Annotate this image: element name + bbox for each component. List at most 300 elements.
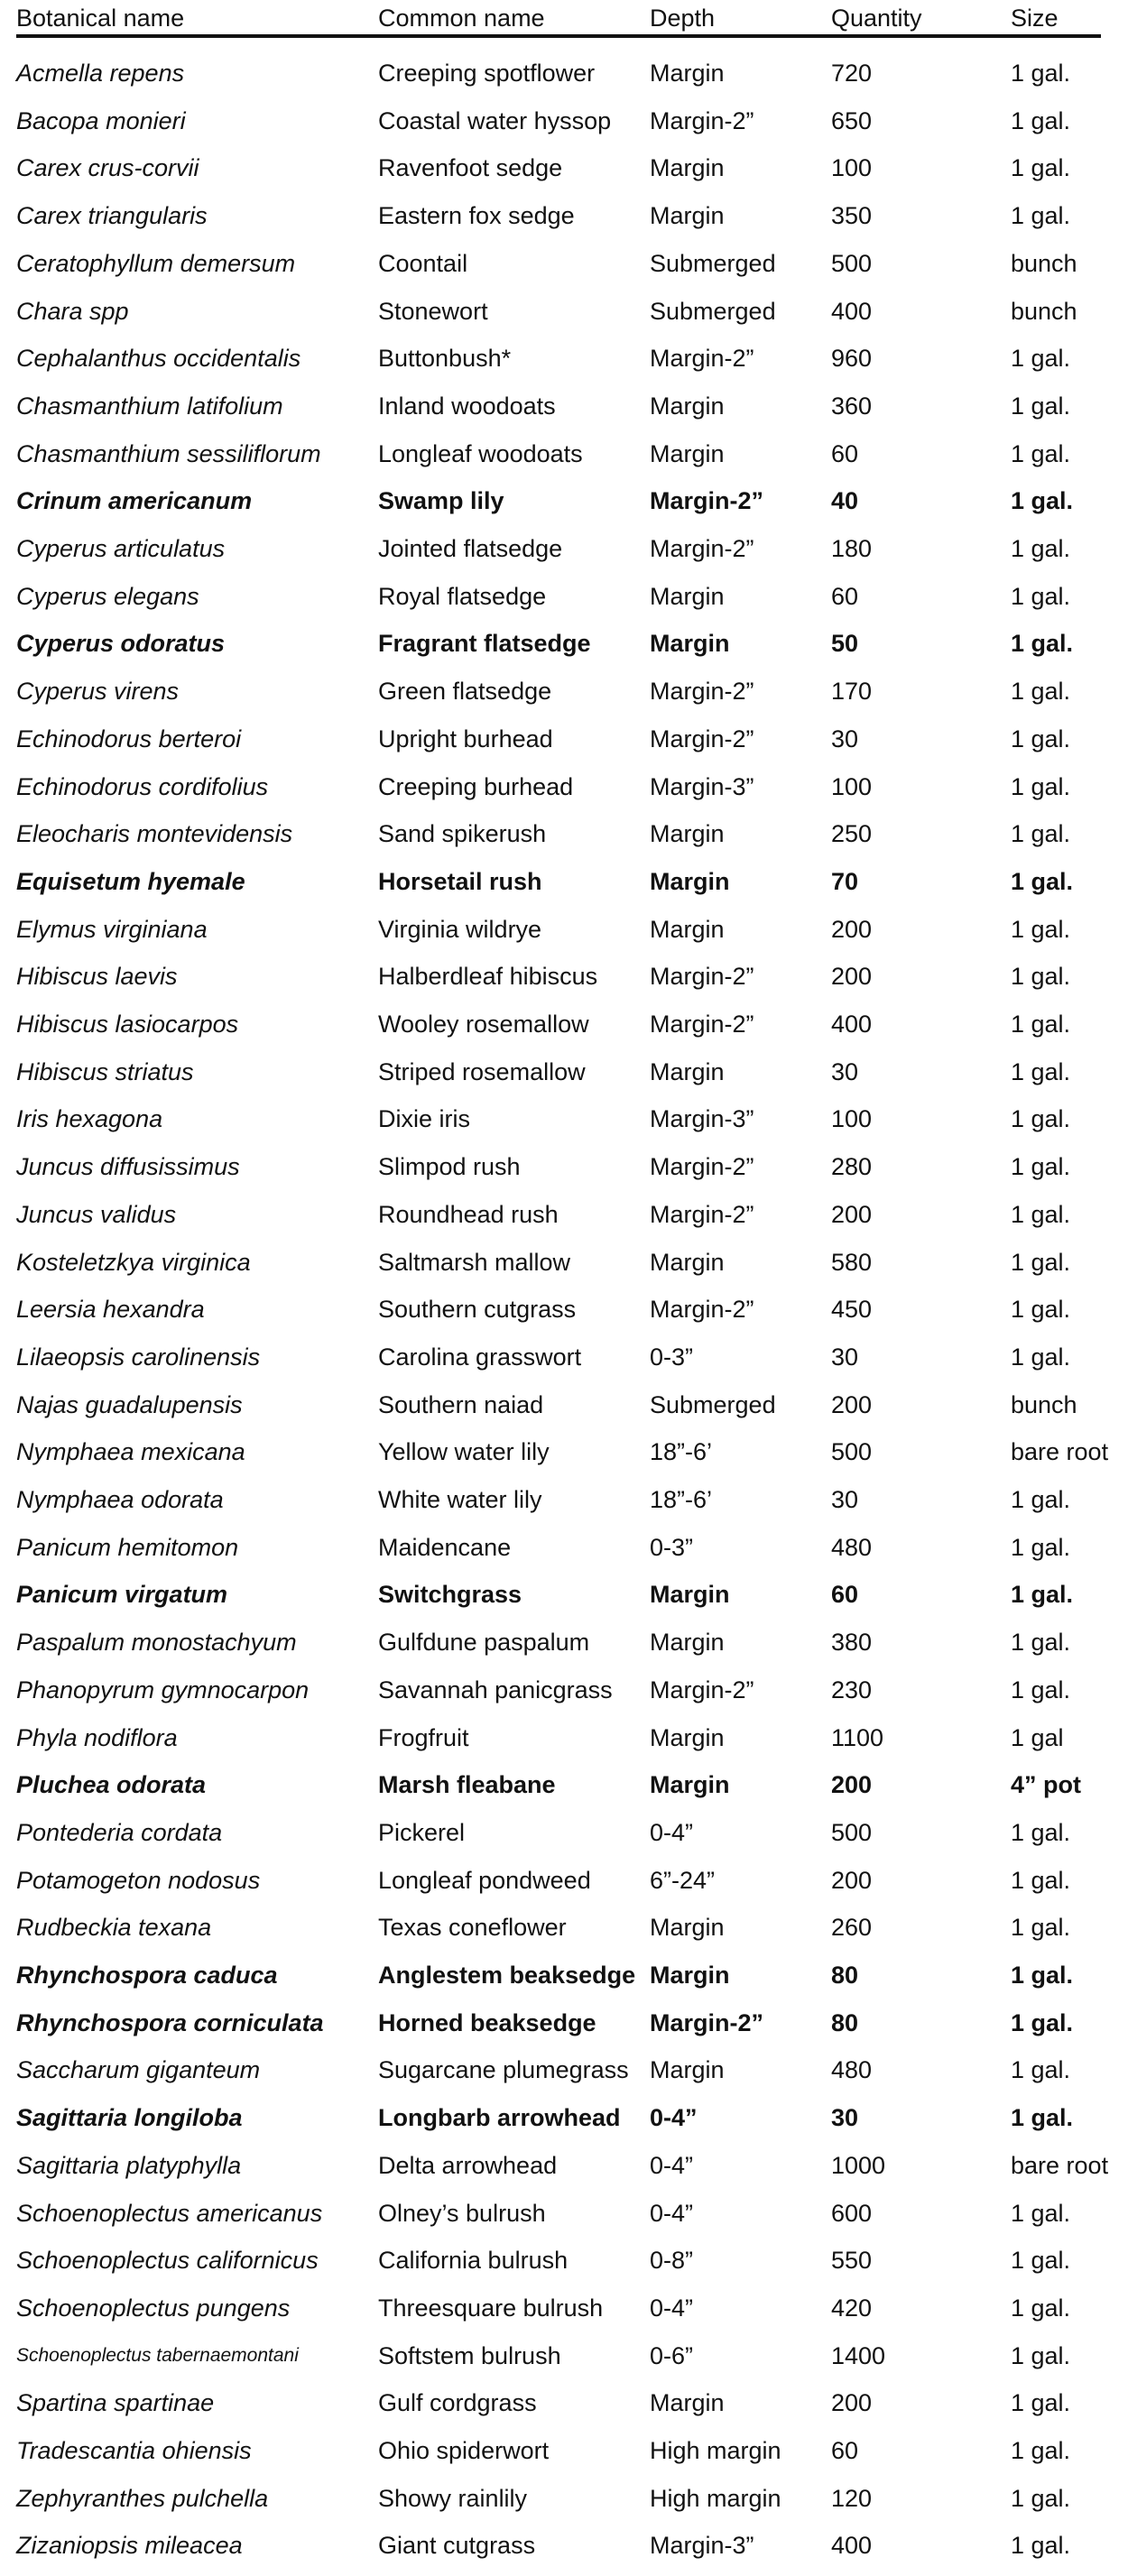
- botanical-name-cell: Echinodorus cordifolius: [16, 772, 269, 800]
- depth-cell: Margin-2”: [650, 535, 754, 562]
- depth-cell: Margin: [650, 582, 725, 610]
- size-cell: 1 gal.: [1011, 345, 1071, 373]
- quantity-cell: 120: [831, 2484, 873, 2512]
- depth-cell: 0-3”: [650, 1343, 694, 1371]
- table-row: [0, 1143, 1128, 1190]
- botanical-name-cell: Nymphaea mexicana: [16, 1438, 245, 1466]
- size-cell: bunch: [1011, 1390, 1077, 1418]
- table-row: [0, 1428, 1128, 1475]
- size-cell: 1 gal.: [1011, 2389, 1071, 2417]
- table-row: [0, 1952, 1128, 1999]
- depth-cell: Margin-2”: [650, 725, 754, 752]
- quantity-cell: 600: [831, 2199, 873, 2227]
- table-header: [0, 0, 1128, 36]
- table-row: [0, 716, 1128, 762]
- size-cell: 1 gal.: [1011, 1818, 1071, 1846]
- size-cell: 1 gal.: [1011, 439, 1071, 467]
- table-row: [0, 335, 1128, 382]
- column-header-common-name: Common name: [378, 5, 545, 32]
- botanical-name-cell: Echinodorus berteroi: [16, 725, 242, 752]
- quantity-cell: 230: [831, 1676, 873, 1703]
- common-name-cell: Southern naiad: [378, 1390, 544, 1418]
- size-cell: bunch: [1011, 249, 1077, 277]
- common-name-cell: Horsetail rush: [378, 867, 542, 895]
- depth-cell: Margin: [650, 2389, 725, 2417]
- size-cell: 1 gal.: [1011, 2056, 1071, 2084]
- botanical-name-cell: Zizaniopsis mileacea: [16, 2532, 243, 2560]
- depth-cell: Margin: [650, 1962, 730, 1989]
- size-cell: 1 gal.: [1011, 1629, 1071, 1657]
- depth-cell: Margin: [650, 915, 725, 943]
- size-cell: 1 gal.: [1011, 630, 1074, 658]
- quantity-cell: 380: [831, 1629, 873, 1657]
- common-name-cell: Delta arrowhead: [378, 2151, 558, 2179]
- botanical-name-cell: Nymphaea odorata: [16, 1486, 224, 1513]
- size-cell: 4” pot: [1011, 1771, 1081, 1799]
- common-name-cell: Softstem bulrush: [378, 2341, 561, 2369]
- quantity-cell: 50: [831, 630, 859, 658]
- size-cell: 1 gal.: [1011, 1011, 1071, 1038]
- size-cell: 1 gal.: [1011, 2247, 1071, 2275]
- size-cell: bare root: [1011, 2151, 1109, 2179]
- table-row: [0, 2046, 1128, 2093]
- common-name-cell: Jointed flatsedge: [378, 535, 563, 562]
- table-row: [0, 620, 1128, 667]
- botanical-name-cell: Chasmanthium latifolium: [16, 392, 283, 420]
- common-name-cell: Swamp lily: [378, 487, 504, 515]
- quantity-cell: 30: [831, 1343, 859, 1371]
- common-name-cell: Anglestem beaksedge: [378, 1962, 636, 1989]
- depth-cell: 0-4”: [650, 2199, 694, 2227]
- size-cell: 1 gal.: [1011, 392, 1071, 420]
- quantity-cell: 80: [831, 1962, 859, 1989]
- quantity-cell: 500: [831, 1818, 873, 1846]
- table-row: [0, 1001, 1128, 1048]
- depth-cell: Margin: [650, 1914, 725, 1942]
- quantity-cell: 480: [831, 1533, 873, 1561]
- table-row: [0, 1857, 1128, 1904]
- table-row: [0, 2142, 1128, 2189]
- size-cell: 1 gal.: [1011, 2294, 1071, 2322]
- quantity-cell: 480: [831, 2056, 873, 2084]
- botanical-name-cell: Potamogeton nodosus: [16, 1866, 261, 1894]
- table-row: [0, 1761, 1128, 1808]
- quantity-cell: 30: [831, 725, 859, 752]
- table-row: [0, 1571, 1128, 1618]
- quantity-cell: 40: [831, 487, 859, 515]
- quantity-cell: 60: [831, 582, 859, 610]
- depth-cell: Margin-2”: [650, 1676, 754, 1703]
- botanical-name-cell: Chara spp: [16, 297, 129, 325]
- depth-cell: Margin: [650, 867, 730, 895]
- size-cell: 1 gal.: [1011, 1200, 1071, 1228]
- common-name-cell: Savannah panicgrass: [378, 1676, 613, 1703]
- table-row: [0, 2427, 1128, 2474]
- quantity-cell: 400: [831, 1011, 873, 1038]
- botanical-name-cell: Schoenoplectus californicus: [16, 2247, 319, 2275]
- quantity-cell: 170: [831, 678, 873, 706]
- quantity-cell: 400: [831, 297, 873, 325]
- table-row: [0, 668, 1128, 715]
- quantity-cell: 180: [831, 535, 873, 562]
- common-name-cell: Switchgrass: [378, 1581, 522, 1609]
- botanical-name-cell: Hibiscus lasiocarpos: [16, 1011, 239, 1038]
- table-row: [0, 1904, 1128, 1951]
- common-name-cell: California bulrush: [378, 2247, 569, 2275]
- size-cell: 1 gal.: [1011, 1153, 1071, 1181]
- common-name-cell: Giant cutgrass: [378, 2532, 536, 2560]
- size-cell: 1 gal.: [1011, 1486, 1071, 1513]
- botanical-name-cell: Ceratophyllum demersum: [16, 249, 296, 277]
- size-cell: 1 gal.: [1011, 535, 1071, 562]
- table-row: [0, 383, 1128, 429]
- common-name-cell: Showy rainlily: [378, 2484, 528, 2512]
- botanical-name-cell: Schoenoplectus tabernaemontani: [16, 2344, 299, 2366]
- botanical-name-cell: Equisetum hyemale: [16, 867, 245, 895]
- quantity-cell: 420: [831, 2294, 873, 2322]
- common-name-cell: Coastal water hyssop: [378, 106, 612, 134]
- table-row: [0, 1239, 1128, 1286]
- quantity-cell: 200: [831, 1771, 873, 1799]
- quantity-cell: 30: [831, 2104, 859, 2132]
- depth-cell: 0-4”: [650, 1818, 694, 1846]
- botanical-name-cell: Panicum hemitomon: [16, 1533, 239, 1561]
- quantity-cell: 60: [831, 1581, 859, 1609]
- common-name-cell: Coontail: [378, 249, 468, 277]
- common-name-cell: Threesquare bulrush: [378, 2294, 604, 2322]
- size-cell: 1 gal.: [1011, 202, 1071, 230]
- size-cell: 1 gal.: [1011, 678, 1071, 706]
- depth-cell: Margin-2”: [650, 1153, 754, 1181]
- size-cell: 1 gal.: [1011, 582, 1071, 610]
- size-cell: 1 gal.: [1011, 1676, 1071, 1703]
- common-name-cell: Eastern fox sedge: [378, 202, 575, 230]
- size-cell: 1 gal.: [1011, 2341, 1071, 2369]
- table-row: [0, 2379, 1128, 2426]
- size-cell: 1 gal.: [1011, 2199, 1071, 2227]
- size-cell: bunch: [1011, 297, 1077, 325]
- size-cell: 1 gal.: [1011, 1581, 1074, 1609]
- size-cell: 1 gal.: [1011, 867, 1074, 895]
- table-row: [0, 953, 1128, 1000]
- depth-cell: Margin-2”: [650, 678, 754, 706]
- common-name-cell: Longbarb arrowhead: [378, 2104, 621, 2132]
- common-name-cell: Southern cutgrass: [378, 1296, 577, 1324]
- botanical-name-cell: Carex crus-corvii: [16, 154, 199, 182]
- table-row: [0, 525, 1128, 572]
- depth-cell: 0-4”: [650, 2294, 694, 2322]
- size-cell: 1 gal.: [1011, 2104, 1074, 2132]
- size-cell: 1 gal: [1011, 1723, 1064, 1751]
- common-name-cell: Longleaf pondweed: [378, 1866, 591, 1894]
- depth-cell: Margin: [650, 1629, 725, 1657]
- common-name-cell: Roundhead rush: [378, 1200, 559, 1228]
- quantity-cell: 200: [831, 963, 873, 991]
- common-name-cell: Saltmarsh mallow: [378, 1248, 571, 1276]
- table-row: [0, 1524, 1128, 1571]
- depth-cell: 0-8”: [650, 2247, 694, 2275]
- common-name-cell: Sand spikerush: [378, 820, 547, 848]
- size-cell: 1 gal.: [1011, 725, 1071, 752]
- table-row: [0, 1095, 1128, 1142]
- botanical-name-cell: Pontederia cordata: [16, 1818, 223, 1846]
- common-name-cell: Maidencane: [378, 1533, 512, 1561]
- size-cell: 1 gal.: [1011, 963, 1071, 991]
- table-row: [0, 240, 1128, 287]
- depth-cell: Margin: [650, 2056, 725, 2084]
- botanical-name-cell: Kosteletzkya virginica: [16, 1248, 251, 1276]
- botanical-name-cell: Phyla nodiflora: [16, 1723, 178, 1751]
- column-header-quantity: Quantity: [831, 5, 922, 32]
- botanical-name-cell: Elymus virginiana: [16, 915, 208, 943]
- quantity-cell: 650: [831, 106, 873, 134]
- depth-cell: 18”-6’: [650, 1486, 713, 1513]
- quantity-cell: 250: [831, 820, 873, 848]
- size-cell: 1 gal.: [1011, 1962, 1074, 1989]
- botanical-name-cell: Cyperus elegans: [16, 582, 199, 610]
- depth-cell: Margin-2”: [650, 963, 754, 991]
- common-name-cell: Dixie iris: [378, 1105, 471, 1133]
- depth-cell: Margin-3”: [650, 2532, 754, 2560]
- size-cell: 1 gal.: [1011, 1057, 1071, 1085]
- quantity-cell: 1400: [831, 2341, 886, 2369]
- depth-cell: Margin-2”: [650, 1200, 754, 1228]
- common-name-cell: Inland woodoats: [378, 392, 556, 420]
- depth-cell: Margin: [650, 1581, 730, 1609]
- depth-cell: Submerged: [650, 1390, 776, 1418]
- botanical-name-cell: Sagittaria platyphylla: [16, 2151, 242, 2179]
- depth-cell: Margin-3”: [650, 1105, 754, 1133]
- botanical-name-cell: Hibiscus laevis: [16, 963, 178, 991]
- depth-cell: 0-3”: [650, 1533, 694, 1561]
- depth-cell: Margin-3”: [650, 772, 754, 800]
- size-cell: 1 gal.: [1011, 1105, 1071, 1133]
- depth-cell: Margin: [650, 392, 725, 420]
- botanical-name-cell: Saccharum giganteum: [16, 2056, 261, 2084]
- size-cell: 1 gal.: [1011, 60, 1071, 87]
- size-cell: 1 gal.: [1011, 1533, 1071, 1561]
- common-name-cell: Ohio spiderwort: [378, 2437, 550, 2464]
- depth-cell: Margin: [650, 1771, 730, 1799]
- common-name-cell: White water lily: [378, 1486, 542, 1513]
- botanical-name-cell: Cyperus odoratus: [16, 630, 226, 658]
- table-row: [0, 1999, 1128, 2046]
- table-row: [0, 1714, 1128, 1761]
- quantity-cell: 720: [831, 60, 873, 87]
- depth-cell: 6”-24”: [650, 1866, 716, 1894]
- common-name-cell: Gulf cordgrass: [378, 2389, 537, 2417]
- table-row: [0, 1476, 1128, 1523]
- size-cell: 1 gal.: [1011, 2437, 1071, 2464]
- column-header-botanical-name: Botanical name: [16, 5, 185, 32]
- quantity-cell: 100: [831, 772, 873, 800]
- quantity-cell: 30: [831, 1486, 859, 1513]
- common-name-cell: Longleaf woodoats: [378, 439, 583, 467]
- table-row: [0, 1334, 1128, 1380]
- common-name-cell: Stonewort: [378, 297, 488, 325]
- quantity-cell: 1000: [831, 2151, 886, 2179]
- botanical-name-cell: Tradescantia ohiensis: [16, 2437, 252, 2464]
- quantity-cell: 30: [831, 1057, 859, 1085]
- depth-cell: Margin: [650, 60, 725, 87]
- botanical-name-cell: Cyperus articulatus: [16, 535, 226, 562]
- depth-cell: Margin-2”: [650, 106, 754, 134]
- common-name-cell: Slimpod rush: [378, 1153, 521, 1181]
- size-cell: 1 gal.: [1011, 106, 1071, 134]
- quantity-cell: 100: [831, 1105, 873, 1133]
- size-cell: 1 gal.: [1011, 915, 1071, 943]
- common-name-cell: Virginia wildrye: [378, 915, 542, 943]
- quantity-cell: 580: [831, 1248, 873, 1276]
- quantity-cell: 260: [831, 1914, 873, 1942]
- quantity-cell: 100: [831, 154, 873, 182]
- table-row: [0, 763, 1128, 810]
- common-name-cell: Ravenfoot sedge: [378, 154, 563, 182]
- common-name-cell: Green flatsedge: [378, 678, 552, 706]
- column-header-depth: Depth: [650, 5, 716, 32]
- botanical-name-cell: Schoenoplectus americanus: [16, 2199, 323, 2227]
- quantity-cell: 400: [831, 2532, 873, 2560]
- botanical-name-cell: Sagittaria longiloba: [16, 2104, 243, 2132]
- table-row: [0, 573, 1128, 620]
- depth-cell: Margin: [650, 630, 730, 658]
- botanical-name-cell: Rhynchospora caduca: [16, 1962, 278, 1989]
- table-row: [0, 1048, 1128, 1095]
- common-name-cell: Royal flatsedge: [378, 582, 547, 610]
- quantity-cell: 200: [831, 1866, 873, 1894]
- common-name-cell: Creeping burhead: [378, 772, 574, 800]
- botanical-name-cell: Cyperus virens: [16, 678, 180, 706]
- botanical-name-cell: Bacopa monieri: [16, 106, 186, 134]
- botanical-name-cell: Spartina spartinae: [16, 2389, 215, 2417]
- table-row: [0, 477, 1128, 524]
- table-row: [0, 2094, 1128, 2141]
- depth-cell: Margin-2”: [650, 1296, 754, 1324]
- size-cell: 1 gal.: [1011, 2008, 1074, 2036]
- common-name-cell: Upright burhead: [378, 725, 553, 752]
- depth-cell: Margin: [650, 820, 725, 848]
- depth-cell: Margin-2”: [650, 345, 754, 373]
- size-cell: 1 gal.: [1011, 2532, 1071, 2560]
- quantity-cell: 550: [831, 2247, 873, 2275]
- size-cell: bare root: [1011, 1438, 1109, 1466]
- botanical-name-cell: Phanopyrum gymnocarpon: [16, 1676, 310, 1703]
- quantity-cell: 80: [831, 2008, 859, 2036]
- quantity-cell: 500: [831, 1438, 873, 1466]
- depth-cell: 0-4”: [650, 2151, 694, 2179]
- botanical-name-cell: Rhynchospora corniculata: [16, 2008, 324, 2036]
- size-cell: 1 gal.: [1011, 1343, 1071, 1371]
- quantity-cell: 200: [831, 915, 873, 943]
- header-rule: [16, 34, 1101, 38]
- size-cell: 1 gal.: [1011, 1866, 1071, 1894]
- common-name-cell: Texas coneflower: [378, 1914, 567, 1942]
- common-name-cell: Fragrant flatsedge: [378, 630, 591, 658]
- size-cell: 1 gal.: [1011, 772, 1071, 800]
- table-row: [0, 1667, 1128, 1713]
- depth-cell: 18”-6’: [650, 1438, 713, 1466]
- table-row: [0, 2522, 1128, 2569]
- depth-cell: High margin: [650, 2484, 781, 2512]
- botanical-name-cell: Acmella repens: [16, 60, 185, 87]
- botanical-name-cell: Hibiscus striatus: [16, 1057, 194, 1085]
- botanical-name-cell: Rudbeckia texana: [16, 1914, 212, 1942]
- common-name-cell: Olney’s bulrush: [378, 2199, 546, 2227]
- common-name-cell: Horned beaksedge: [378, 2008, 596, 2036]
- common-name-cell: Sugarcane plumegrass: [378, 2056, 629, 2084]
- table-row: [0, 430, 1128, 477]
- size-cell: 1 gal.: [1011, 487, 1074, 515]
- botanical-name-cell: Zephyranthes pulchella: [16, 2484, 269, 2512]
- quantity-cell: 70: [831, 867, 859, 895]
- quantity-cell: 500: [831, 249, 873, 277]
- botanical-name-cell: Pluchea odorata: [16, 1771, 207, 1799]
- table-row: [0, 192, 1128, 239]
- depth-cell: Margin-2”: [650, 1011, 754, 1038]
- quantity-cell: 200: [831, 2389, 873, 2417]
- table-row: [0, 144, 1128, 191]
- table-row: [0, 1809, 1128, 1856]
- botanical-name-cell: Panicum virgatum: [16, 1581, 228, 1609]
- depth-cell: Submerged: [650, 297, 776, 325]
- size-cell: 1 gal.: [1011, 1296, 1071, 1324]
- table-row: [0, 2475, 1128, 2522]
- botanical-name-cell: Leersia hexandra: [16, 1296, 205, 1324]
- quantity-cell: 60: [831, 2437, 859, 2464]
- depth-cell: Margin: [650, 154, 725, 182]
- size-cell: 1 gal.: [1011, 820, 1071, 848]
- depth-cell: Margin: [650, 202, 725, 230]
- common-name-cell: Halberdleaf hibiscus: [378, 963, 598, 991]
- table-row: [0, 288, 1128, 335]
- common-name-cell: Carolina grasswort: [378, 1343, 582, 1371]
- quantity-cell: 280: [831, 1153, 873, 1181]
- botanical-name-cell: Cephalanthus occidentalis: [16, 345, 301, 373]
- table-row: [0, 906, 1128, 953]
- botanical-name-cell: Eleocharis montevidensis: [16, 820, 293, 848]
- size-cell: 1 gal.: [1011, 154, 1071, 182]
- depth-cell: Margin: [650, 1057, 725, 1085]
- botanical-name-cell: Juncus diffusissimus: [16, 1153, 240, 1181]
- botanical-name-cell: Paspalum monostachyum: [16, 1629, 297, 1657]
- table-row: [0, 50, 1128, 97]
- table-row: [0, 810, 1128, 857]
- depth-cell: Margin: [650, 1248, 725, 1276]
- depth-cell: 0-4”: [650, 2104, 698, 2132]
- quantity-cell: 960: [831, 345, 873, 373]
- depth-cell: High margin: [650, 2437, 781, 2464]
- common-name-cell: Frogfruit: [378, 1723, 469, 1751]
- botanical-name-cell: Schoenoplectus pungens: [16, 2294, 291, 2322]
- common-name-cell: Creeping spotflower: [378, 60, 596, 87]
- table-row: [0, 2285, 1128, 2331]
- botanical-name-cell: Crinum americanum: [16, 487, 253, 515]
- size-cell: 1 gal.: [1011, 2484, 1071, 2512]
- table-row: [0, 858, 1128, 905]
- quantity-cell: 360: [831, 392, 873, 420]
- common-name-cell: Buttonbush*: [378, 345, 512, 373]
- table-row: [0, 1619, 1128, 1666]
- common-name-cell: Striped rosemallow: [378, 1057, 586, 1085]
- botanical-name-cell: Juncus validus: [16, 1200, 177, 1228]
- depth-cell: Margin-2”: [650, 2008, 764, 2036]
- column-header-size: Size: [1011, 5, 1059, 32]
- quantity-cell: 350: [831, 202, 873, 230]
- common-name-cell: Yellow water lily: [378, 1438, 550, 1466]
- depth-cell: Margin: [650, 1723, 725, 1751]
- quantity-cell: 200: [831, 1200, 873, 1228]
- common-name-cell: Pickerel: [378, 1818, 466, 1846]
